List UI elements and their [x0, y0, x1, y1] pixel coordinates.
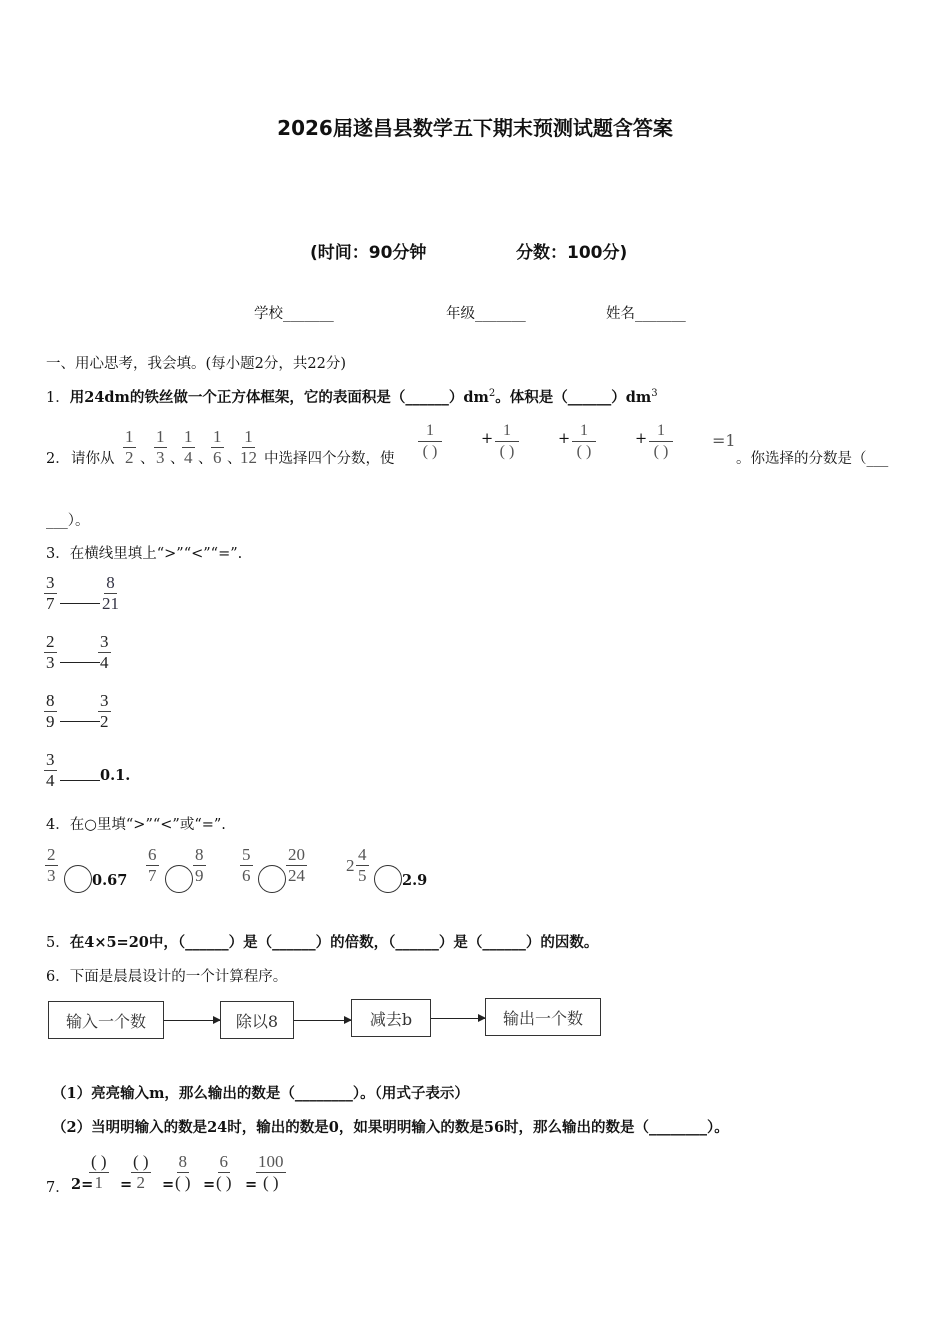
equation-term — [418, 421, 442, 462]
fraction — [100, 573, 121, 614]
numerator: 1 — [244, 427, 253, 446]
answer-blank[interactable] — [60, 662, 100, 663]
question-3 — [46, 542, 242, 563]
fraction — [182, 427, 195, 468]
whole-number: 2 — [346, 856, 355, 875]
fraction — [44, 632, 57, 673]
denominator: 6 — [242, 866, 251, 885]
fraction — [44, 750, 57, 791]
denominator: ( ) — [175, 1173, 191, 1192]
fraction — [44, 691, 57, 732]
numerator: 2 — [47, 845, 56, 864]
fraction — [98, 691, 111, 732]
question-number: 3． — [46, 546, 70, 562]
fraction — [214, 1152, 234, 1193]
numerator: 8 — [46, 691, 55, 710]
section-heading: 一、用心思考，我会填。(每小题2分，共22分) — [46, 356, 346, 372]
question-6-part-1: （1）亮亮输入m，那么输出的数是（________）。（用式子表示） — [52, 1085, 469, 1102]
flow-subtract-box: 减去b — [351, 999, 431, 1037]
numerator: 4 — [358, 845, 367, 864]
numerator: 1 — [156, 427, 165, 446]
answer-blank[interactable] — [60, 780, 100, 781]
flow-output-box: 输出一个数 — [485, 998, 601, 1036]
denominator: ( ) — [653, 443, 669, 460]
question-text: 在○里填“>”“<”或“=”. — [69, 817, 226, 833]
question-2-middle: 中选择四个分数，使 — [264, 451, 395, 467]
question-number: 5． — [46, 935, 70, 951]
denominator: 3 — [156, 448, 165, 467]
denominator: ( ) — [216, 1173, 232, 1192]
exam-time: (时间：90分钟 — [310, 243, 427, 263]
equals-sign: = — [203, 1176, 216, 1193]
numerator: 1 — [572, 421, 596, 442]
fraction — [44, 573, 57, 614]
equals-one: =1 — [712, 431, 736, 450]
denominator: 2 — [100, 712, 109, 731]
question-6-part-2: （2）当明明输入的数是24时，输出的数是0，如果明明输入的数是56时，那么输出的数是（________）。 — [52, 1119, 729, 1136]
denominator: ( ) — [499, 443, 515, 460]
question-text: 。体积是（______）dm — [495, 389, 652, 406]
flow-arrow — [431, 1018, 485, 1019]
fraction — [286, 845, 307, 886]
denominator: 5 — [358, 866, 367, 885]
fraction — [173, 1152, 193, 1193]
page-title: 2026届遂昌县数学五下期末预测试题含答案 — [277, 116, 673, 140]
fraction — [89, 1152, 109, 1193]
question-6 — [46, 965, 287, 986]
plus-sign: + — [481, 431, 494, 447]
answer-blank[interactable] — [60, 721, 100, 722]
period: . — [125, 767, 131, 784]
numerator: 8 — [178, 1152, 188, 1171]
compare-value: 0.67 — [92, 872, 128, 889]
numerator: 1 — [418, 421, 442, 442]
numerator: 1 — [184, 427, 193, 446]
question-2-number: 2． — [46, 451, 70, 467]
fraction — [256, 1152, 286, 1193]
question-number: 4． — [46, 817, 70, 833]
denominator: 4 — [100, 653, 109, 672]
fraction — [146, 845, 159, 886]
question-2-prefix: 请你从 — [71, 451, 115, 467]
denominator: ( ) — [422, 443, 438, 460]
denominator: 1 — [94, 1173, 104, 1192]
question-number: 1． — [46, 390, 70, 406]
grade-field: 年级_______ — [446, 306, 526, 322]
question-text: 在横线里填上“>”“<”“=”. — [69, 546, 243, 562]
fraction — [123, 427, 136, 468]
denominator: 7 — [148, 866, 157, 885]
fraction — [238, 427, 259, 468]
numerator: 8 — [195, 845, 204, 864]
question-text: 在4×5=20中，（______）是（______）的倍数，（______）是（______）的因数。 — [69, 934, 599, 951]
numerator: 1 — [495, 421, 519, 442]
fraction — [98, 632, 111, 673]
fraction — [45, 845, 58, 886]
fraction — [240, 845, 253, 886]
question-5 — [46, 931, 598, 952]
question-text: 下面是晨晨设计的一个计算程序。 — [69, 969, 288, 985]
numerator: 1 — [125, 427, 134, 446]
superscript: 2 — [488, 388, 496, 400]
denominator: ( ) — [576, 443, 592, 460]
question-1 — [46, 386, 658, 407]
flow-input-box: 输入一个数 — [48, 1001, 164, 1039]
question-text: 用24dm的铁丝做一个正方体框架，它的表面积是（______）dm — [69, 389, 489, 406]
denominator: 7 — [46, 594, 55, 613]
value: 0.1 — [100, 767, 126, 784]
flow-arrow — [164, 1020, 220, 1021]
numerator: 5 — [242, 845, 251, 864]
separator: 、 — [227, 451, 242, 467]
denominator: 6 — [213, 448, 222, 467]
denominator: 3 — [46, 653, 55, 672]
equals-sign: = — [162, 1176, 175, 1193]
name-field: 姓名_______ — [606, 306, 686, 322]
equation-term — [495, 421, 519, 462]
denominator: 24 — [288, 866, 305, 885]
denominator: 12 — [240, 448, 257, 467]
numerator: 1 — [649, 421, 673, 442]
school-field: 学校_______ — [254, 306, 334, 322]
superscript: 3 — [651, 388, 658, 400]
denominator: 4 — [184, 448, 193, 467]
plus-sign: + — [635, 431, 648, 447]
denominator: 21 — [102, 594, 119, 613]
question-7-lead: 2= — [71, 1176, 94, 1193]
denominator: ( ) — [262, 1173, 279, 1192]
question-7-number: 7． — [46, 1180, 70, 1196]
compare-circle[interactable] — [258, 865, 286, 893]
numerator: 3 — [46, 573, 55, 592]
denominator: 2 — [125, 448, 134, 467]
answer-blank[interactable] — [60, 603, 100, 604]
numerator: 6 — [219, 1152, 229, 1171]
compare-value — [100, 767, 130, 784]
numerator: ( ) — [91, 1152, 107, 1171]
flow-arrow — [294, 1020, 351, 1021]
denominator: 2 — [136, 1173, 146, 1192]
numerator: 6 — [148, 845, 157, 864]
exam-score: 分数：100分) — [516, 243, 628, 263]
separator: 、 — [198, 451, 213, 467]
numerator: 2 — [46, 632, 55, 651]
compare-circle[interactable] — [64, 865, 92, 893]
numerator: 3 — [100, 632, 109, 651]
compare-value: 2.9 — [402, 872, 428, 889]
denominator: 9 — [195, 866, 204, 885]
equation-term — [572, 421, 596, 462]
fraction — [356, 845, 369, 886]
fraction — [211, 427, 224, 468]
equals-sign: = — [245, 1176, 258, 1193]
denominator: 9 — [46, 712, 55, 731]
fraction — [154, 427, 167, 468]
compare-circle[interactable] — [165, 865, 193, 893]
numerator: ( ) — [133, 1152, 149, 1171]
question-2-line2: ___）。 — [46, 513, 90, 529]
numerator: 20 — [288, 845, 305, 864]
fraction — [131, 1152, 151, 1193]
question-2-suffix: 。你选择的分数是（___ — [736, 451, 889, 467]
numerator: 1 — [213, 427, 222, 446]
question-number: 6． — [46, 969, 70, 985]
denominator: 3 — [47, 866, 56, 885]
question-4 — [46, 813, 226, 834]
numerator: 3 — [100, 691, 109, 710]
denominator: 4 — [46, 771, 55, 790]
numerator: 3 — [46, 750, 55, 769]
fraction — [193, 845, 206, 886]
equation-term — [649, 421, 673, 462]
numerator: 8 — [106, 573, 115, 592]
separator: 、 — [170, 451, 185, 467]
separator: 、 — [140, 451, 155, 467]
plus-sign: + — [558, 431, 571, 447]
flow-divide-box: 除以8 — [220, 1001, 294, 1039]
equals-sign: = — [120, 1176, 133, 1193]
compare-circle[interactable] — [374, 865, 402, 893]
numerator: 100 — [258, 1152, 284, 1171]
